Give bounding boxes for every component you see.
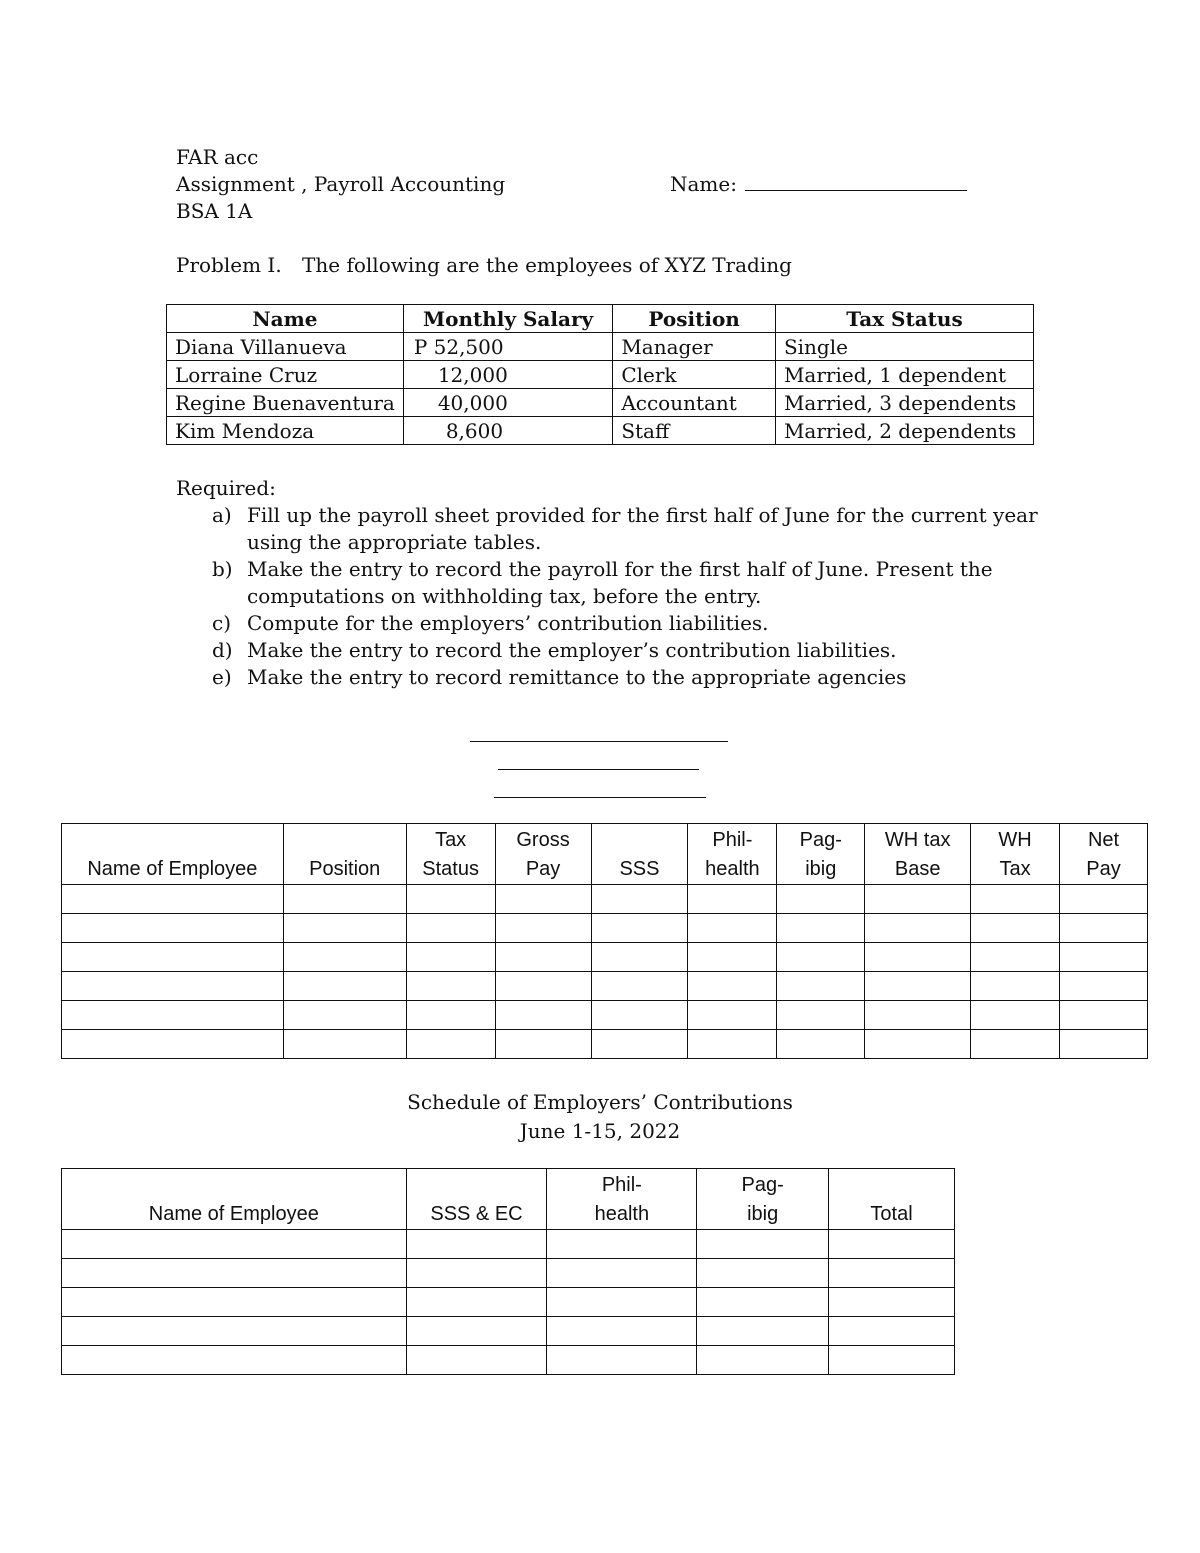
input-cell[interactable]	[283, 1030, 406, 1059]
input-cell[interactable]	[406, 1259, 547, 1288]
input-cell[interactable]	[547, 1230, 697, 1259]
input-cell[interactable]	[865, 1001, 971, 1030]
input-cell[interactable]	[495, 1030, 591, 1059]
table-row	[167, 333, 1034, 361]
header-pagibig: Pag- ibig	[777, 824, 865, 885]
input-cell[interactable]	[697, 1288, 829, 1317]
header-gross-pay: Gross Pay	[495, 824, 591, 885]
item-line2: computations on withholding tax, before the entry.	[247, 584, 762, 608]
contrib-row	[62, 1230, 955, 1259]
payroll-sheet-table	[61, 823, 1148, 1059]
employee-position: Staff	[613, 417, 776, 445]
item-letter: c)	[212, 611, 232, 635]
input-cell[interactable]	[971, 885, 1060, 914]
header-name: Name	[167, 305, 404, 333]
section-label: BSA 1A	[176, 199, 253, 223]
payroll-row	[62, 972, 1148, 1001]
input-cell[interactable]	[62, 943, 284, 972]
header-wh-tax-base: WH tax Base	[865, 824, 971, 885]
input-cell[interactable]	[829, 1317, 955, 1346]
employee-salary: 8,600	[403, 417, 613, 445]
input-cell[interactable]	[971, 1001, 1060, 1030]
input-cell[interactable]	[406, 943, 495, 972]
header-net-pay: Net Pay	[1060, 824, 1148, 885]
assignment-title: Assignment , Payroll Accounting	[176, 172, 506, 196]
employee-salary: 12,000	[403, 361, 613, 389]
input-cell[interactable]	[495, 914, 591, 943]
header-tax-status: Tax Status	[775, 305, 1033, 333]
input-cell[interactable]	[591, 1001, 688, 1030]
header-philhealth: Phil- health	[547, 1169, 697, 1230]
input-cell[interactable]	[283, 914, 406, 943]
input-cell[interactable]	[591, 885, 688, 914]
input-cell[interactable]	[1060, 1001, 1148, 1030]
input-cell[interactable]	[62, 972, 284, 1001]
required-label: Required:	[176, 476, 276, 500]
input-cell[interactable]	[697, 1317, 829, 1346]
item-line1: Fill up the payroll sheet provided for the first half of June for the current year	[247, 503, 1038, 527]
input-cell[interactable]	[688, 972, 777, 1001]
problem-statement	[176, 253, 792, 277]
separator-line	[470, 741, 728, 742]
input-cell[interactable]	[283, 972, 406, 1001]
input-cell[interactable]	[406, 885, 495, 914]
input-cell[interactable]	[591, 972, 688, 1001]
input-cell[interactable]	[777, 885, 865, 914]
employee-position: Clerk	[613, 361, 776, 389]
input-cell[interactable]	[495, 943, 591, 972]
item-line1: Make the entry to record remittance to the appropriate agencies	[247, 665, 907, 689]
input-cell[interactable]	[495, 972, 591, 1001]
input-cell[interactable]	[62, 914, 284, 943]
input-cell[interactable]	[829, 1230, 955, 1259]
separator-line	[498, 769, 699, 770]
header-philhealth: Phil- health	[688, 824, 777, 885]
employee-name: Kim Mendoza	[167, 417, 404, 445]
employee-position: Accountant	[613, 389, 776, 417]
input-cell[interactable]	[406, 914, 495, 943]
contrib-row	[62, 1317, 955, 1346]
input-cell[interactable]	[688, 885, 777, 914]
payroll-row	[62, 1030, 1148, 1059]
table-row	[167, 417, 1034, 445]
header-name-of-employee: Name of Employee	[62, 1169, 407, 1230]
input-cell[interactable]	[777, 1030, 865, 1059]
schedule-title: Schedule of Employers’ Contributions	[407, 1090, 793, 1114]
header-total: Total	[829, 1169, 955, 1230]
employee-tax-status: Married, 1 dependent	[775, 361, 1033, 389]
item-line1: Compute for the employers’ contribution liabilities.	[247, 611, 769, 635]
input-cell[interactable]	[829, 1259, 955, 1288]
header-name-of-employee: Name of Employee	[62, 824, 284, 885]
problem-title: Problem I.	[176, 253, 282, 277]
input-cell[interactable]	[829, 1288, 955, 1317]
input-cell[interactable]	[865, 1030, 971, 1059]
input-cell[interactable]	[688, 1030, 777, 1059]
name-label: Name:	[670, 172, 737, 196]
input-cell[interactable]	[777, 943, 865, 972]
employee-name: Lorraine Cruz	[167, 361, 404, 389]
payroll-row	[62, 885, 1148, 914]
contrib-row	[62, 1288, 955, 1317]
employee-name: Diana Villanueva	[167, 333, 404, 361]
payroll-row	[62, 943, 1148, 972]
name-field[interactable]	[670, 172, 967, 196]
separator-line	[494, 797, 706, 798]
input-cell[interactable]	[971, 972, 1060, 1001]
input-cell[interactable]	[697, 1230, 829, 1259]
input-cell[interactable]	[62, 1288, 407, 1317]
header-tax-status: Tax Status	[406, 824, 495, 885]
item-line1: Make the entry to record the employer’s contribution liabilities.	[247, 638, 897, 662]
header-wh-tax: WH Tax	[971, 824, 1060, 885]
input-cell[interactable]	[971, 943, 1060, 972]
problem-text: The following are the employees of XYZ Trading	[302, 253, 792, 277]
input-cell[interactable]	[697, 1259, 829, 1288]
input-cell[interactable]	[406, 1288, 547, 1317]
employee-tax-status: Single	[775, 333, 1033, 361]
input-cell[interactable]	[697, 1346, 829, 1375]
employee-name: Regine Buenaventura	[167, 389, 404, 417]
input-cell[interactable]	[1060, 943, 1148, 972]
input-cell[interactable]	[62, 885, 284, 914]
employer-contributions-table	[61, 1168, 955, 1375]
employee-salary: 40,000	[403, 389, 613, 417]
input-cell[interactable]	[591, 943, 688, 972]
employee-salary: P 52,500	[403, 333, 613, 361]
header-monthly-salary: Monthly Salary	[403, 305, 613, 333]
input-cell[interactable]	[62, 1230, 407, 1259]
input-cell[interactable]	[495, 885, 591, 914]
input-cell[interactable]	[406, 1001, 495, 1030]
item-letter: d)	[212, 638, 233, 662]
input-cell[interactable]	[406, 1230, 547, 1259]
input-cell[interactable]	[688, 914, 777, 943]
header-sss-ec: SSS & EC	[406, 1169, 547, 1230]
input-cell[interactable]	[865, 914, 971, 943]
input-cell[interactable]	[1060, 885, 1148, 914]
header-position: Position	[283, 824, 406, 885]
input-cell[interactable]	[62, 1001, 284, 1030]
input-cell[interactable]	[62, 1346, 407, 1375]
course-title: FAR acc	[176, 145, 259, 169]
payroll-row	[62, 914, 1148, 943]
input-cell[interactable]	[406, 972, 495, 1001]
input-cell[interactable]	[495, 1001, 591, 1030]
header-pagibig: Pag- ibig	[697, 1169, 829, 1230]
input-cell[interactable]	[971, 914, 1060, 943]
input-cell[interactable]	[1060, 972, 1148, 1001]
input-cell[interactable]	[406, 1030, 495, 1059]
schedule-period: June 1-15, 2022	[519, 1119, 681, 1143]
item-letter: e)	[212, 665, 232, 689]
table-row	[167, 361, 1034, 389]
employee-position: Manager	[613, 333, 776, 361]
input-cell[interactable]	[547, 1259, 697, 1288]
payroll-row	[62, 1001, 1148, 1030]
item-letter: b)	[212, 557, 233, 581]
employee-tax-status: Married, 2 dependents	[775, 417, 1033, 445]
input-cell[interactable]	[591, 914, 688, 943]
input-cell[interactable]	[865, 943, 971, 972]
input-cell[interactable]	[688, 943, 777, 972]
table-row	[167, 389, 1034, 417]
input-cell[interactable]	[777, 914, 865, 943]
input-cell[interactable]	[547, 1346, 697, 1375]
input-cell[interactable]	[688, 1001, 777, 1030]
input-cell[interactable]	[1060, 1030, 1148, 1059]
input-cell[interactable]	[283, 1001, 406, 1030]
item-line1: Make the entry to record the payroll for the first half of June. Present the	[247, 557, 993, 581]
item-letter: a)	[212, 503, 232, 527]
input-cell[interactable]	[283, 943, 406, 972]
input-cell[interactable]	[591, 1030, 688, 1059]
input-cell[interactable]	[62, 1259, 407, 1288]
header-sss: SSS	[591, 824, 688, 885]
input-cell[interactable]	[283, 885, 406, 914]
item-line2: using the appropriate tables.	[247, 530, 542, 554]
input-cell[interactable]	[547, 1317, 697, 1346]
input-cell[interactable]	[777, 972, 865, 1001]
input-cell[interactable]	[971, 1030, 1060, 1059]
header-position: Position	[613, 305, 776, 333]
contrib-row	[62, 1346, 955, 1375]
contrib-row	[62, 1259, 955, 1288]
input-cell[interactable]	[865, 972, 971, 1001]
input-cell[interactable]	[547, 1288, 697, 1317]
input-cell[interactable]	[406, 1317, 547, 1346]
input-cell[interactable]	[865, 885, 971, 914]
input-cell[interactable]	[406, 1346, 547, 1375]
input-cell[interactable]	[777, 1001, 865, 1030]
employees-table	[166, 304, 1034, 445]
employee-tax-status: Married, 3 dependents	[775, 389, 1033, 417]
input-cell[interactable]	[62, 1317, 407, 1346]
input-cell[interactable]	[1060, 914, 1148, 943]
input-cell[interactable]	[829, 1346, 955, 1375]
input-cell[interactable]	[62, 1030, 284, 1059]
name-blank-line[interactable]	[745, 172, 967, 191]
